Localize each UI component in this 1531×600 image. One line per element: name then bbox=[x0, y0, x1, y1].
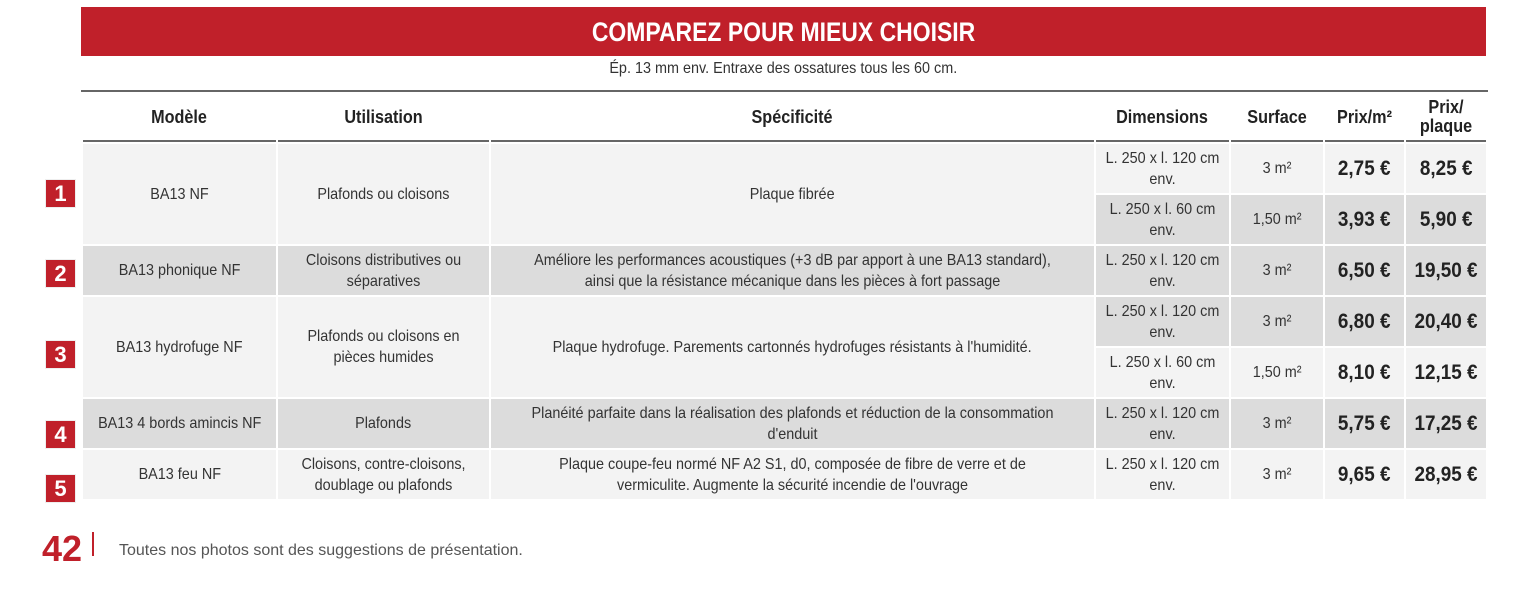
dimensions-cell: L. 250 x l. 120 cm env. bbox=[1096, 399, 1229, 448]
header-model: Modèle bbox=[83, 94, 276, 142]
price-m2-cell: 2,75 € bbox=[1325, 144, 1404, 193]
surface-cell: 3 m² bbox=[1231, 450, 1323, 499]
surface-cell: 3 m² bbox=[1231, 297, 1323, 346]
divider bbox=[92, 532, 94, 556]
price-plaque-cell: 5,90 € bbox=[1406, 195, 1486, 244]
dimensions-cell: L. 250 x l. 120 cm env. bbox=[1096, 450, 1229, 499]
surface-cell: 1,50 m² bbox=[1231, 195, 1323, 244]
spec-cell: Plaque hydrofuge. Parements cartonnés hydrofuges résistants à l'humidité. bbox=[491, 297, 1094, 397]
surface-cell: 3 m² bbox=[1231, 246, 1323, 295]
dimensions-cell: L. 250 x l. 60 cm env. bbox=[1096, 195, 1229, 244]
use-cell: Cloisons distributives ou séparatives bbox=[278, 246, 489, 295]
table-row bbox=[83, 297, 1486, 346]
dimensions-cell: L. 250 x l. 120 cm env. bbox=[1096, 297, 1229, 346]
header-dimensions: Dimensions bbox=[1096, 94, 1229, 142]
surface-cell: 3 m² bbox=[1231, 144, 1323, 193]
row-number-badge: 3 bbox=[45, 340, 76, 369]
dimensions-cell: L. 250 x l. 120 cm env. bbox=[1096, 144, 1229, 193]
price-m2-cell: 5,75 € bbox=[1325, 399, 1404, 448]
model-cell: BA13 NF bbox=[83, 144, 276, 244]
spec-cell: Plaque coupe-feu normé NF A2 S1, d0, composée de fibre de verre et de vermiculite. Augmente la sécurité incendie de l'ouvrage bbox=[491, 450, 1094, 499]
spec-cell: Améliore les performances acoustiques (+3 dB par apport à une BA13 standard), ainsi que la résistance mécanique dans les pièces à fort passage bbox=[491, 246, 1094, 295]
row-number-badge: 1 bbox=[45, 179, 76, 208]
title: COMPAREZ POUR MIEUX CHOISIR bbox=[591, 17, 976, 47]
subtitle bbox=[81, 60, 1486, 78]
price-m2-cell: 8,10 € bbox=[1325, 348, 1404, 397]
table-row bbox=[83, 144, 1486, 193]
price-m2-cell: 6,50 € bbox=[1325, 246, 1404, 295]
spec-cell: Plaque fibrée bbox=[491, 144, 1094, 244]
row-number-badge: 5 bbox=[45, 474, 76, 503]
header-row bbox=[83, 94, 1486, 142]
use-cell: Plafonds bbox=[278, 399, 489, 448]
use-cell: Plafonds ou cloisons bbox=[278, 144, 489, 244]
footer-note: Toutes nos photos sont des suggestions de présentation. bbox=[119, 542, 523, 559]
price-plaque-cell: 19,50 € bbox=[1406, 246, 1486, 295]
model-cell: BA13 phonique NF bbox=[83, 246, 276, 295]
comparison-table bbox=[81, 90, 1488, 501]
model-cell: BA13 hydrofuge NF bbox=[83, 297, 276, 397]
header-spec: Spécificité bbox=[491, 94, 1094, 142]
header-price-plaque: Prix/ plaque bbox=[1406, 94, 1486, 142]
surface-cell: 1,50 m² bbox=[1231, 348, 1323, 397]
header-use: Utilisation bbox=[278, 94, 489, 142]
dimensions-cell: L. 250 x l. 120 cm env. bbox=[1096, 246, 1229, 295]
price-plaque-cell: 20,40 € bbox=[1406, 297, 1486, 346]
surface-cell: 3 m² bbox=[1231, 399, 1323, 448]
subtitle-text: Ép. 13 mm env. Entraxe des ossatures tous les 60 cm. bbox=[609, 60, 958, 77]
use-cell: Plafonds ou cloisons en pièces humides bbox=[278, 297, 489, 397]
title-banner bbox=[81, 7, 1486, 56]
price-plaque-cell: 8,25 € bbox=[1406, 144, 1486, 193]
price-plaque-cell: 12,15 € bbox=[1406, 348, 1486, 397]
table-row bbox=[83, 450, 1486, 499]
price-plaque-cell: 28,95 € bbox=[1406, 450, 1486, 499]
use-cell: Cloisons, contre-cloisons, doublage ou plafonds bbox=[278, 450, 489, 499]
model-cell: BA13 4 bords amincis NF bbox=[83, 399, 276, 448]
spec-cell: Planéité parfaite dans la réalisation des plafonds et réduction de la consommation d'enduit bbox=[491, 399, 1094, 448]
row-number-badge: 2 bbox=[45, 259, 76, 288]
price-m2-cell: 3,93 € bbox=[1325, 195, 1404, 244]
price-plaque-cell: 17,25 € bbox=[1406, 399, 1486, 448]
header-price-m2: Prix/m² bbox=[1325, 94, 1404, 142]
model-cell: BA13 feu NF bbox=[83, 450, 276, 499]
price-m2-cell: 6,80 € bbox=[1325, 297, 1404, 346]
header-surface: Surface bbox=[1231, 94, 1323, 142]
dimensions-cell: L. 250 x l. 60 cm env. bbox=[1096, 348, 1229, 397]
row-number-badge: 4 bbox=[45, 420, 76, 449]
table-row bbox=[83, 399, 1486, 448]
page-number: 42 bbox=[42, 528, 83, 569]
price-m2-cell: 9,65 € bbox=[1325, 450, 1404, 499]
table-row bbox=[83, 246, 1486, 295]
